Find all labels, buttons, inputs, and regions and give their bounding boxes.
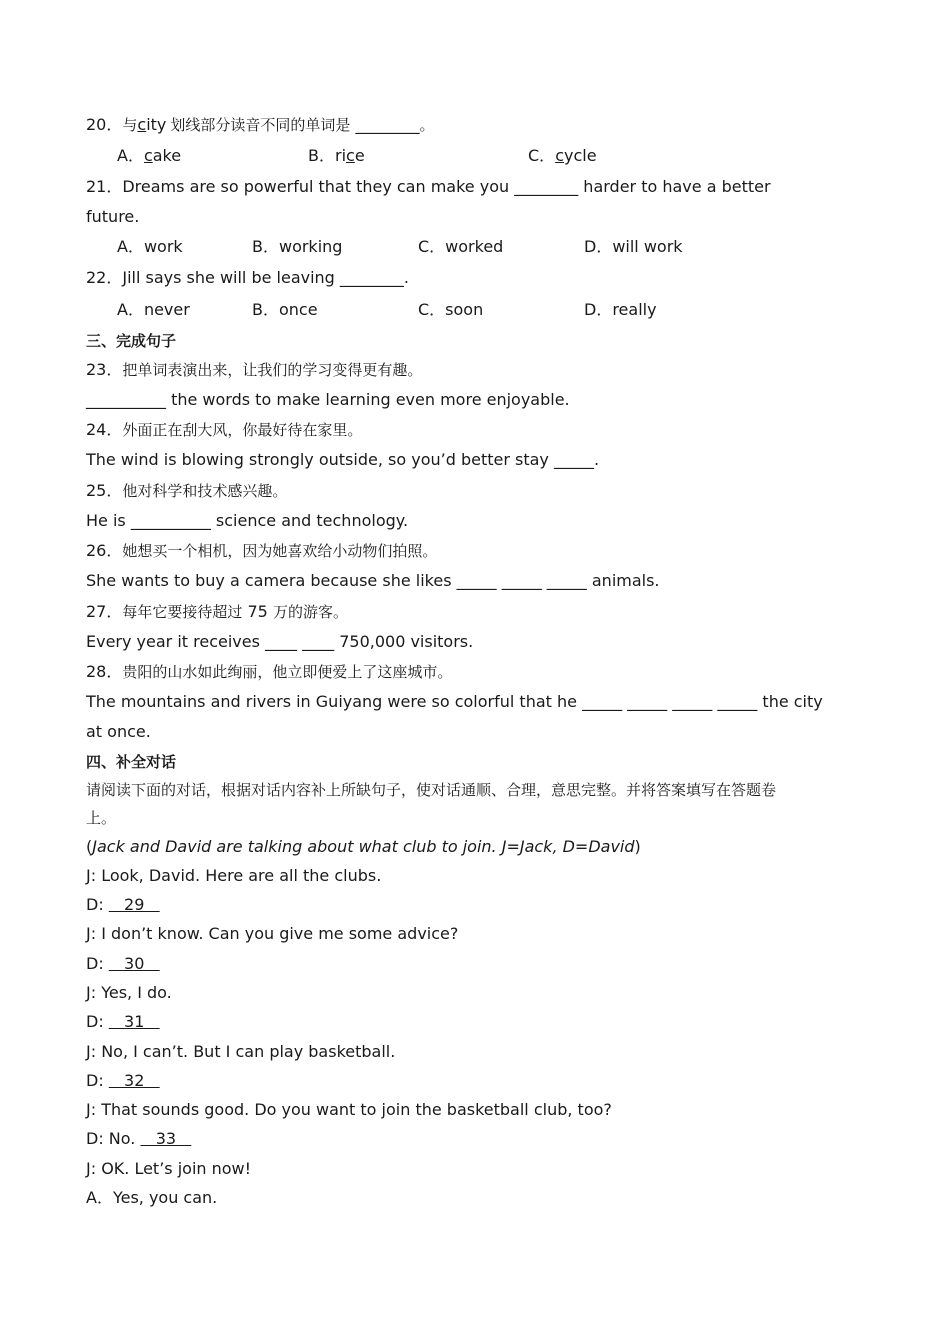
dialogue-line: J: I don’t know. Can you give me some advice? bbox=[86, 924, 459, 943]
option-c: C．cycle bbox=[528, 146, 597, 165]
question-27-prompt: 27．每年它要接待超过 75 万的游客。 bbox=[86, 602, 348, 621]
option-a: A．cake bbox=[117, 146, 182, 165]
option-d: D．really bbox=[584, 300, 657, 319]
question-number: 20． bbox=[86, 115, 123, 134]
dialogue-line: D: 31 bbox=[86, 1012, 160, 1031]
question-text: 与 bbox=[122, 116, 138, 134]
dialogue-line: J: OK. Let’s join now! bbox=[86, 1159, 252, 1178]
option-c: C．worked bbox=[418, 237, 504, 256]
question-22: 22．Jill says she will be leaving ________. bbox=[86, 268, 410, 287]
dialogue-line: J: That sounds good. Do you want to join the basketball club, too? bbox=[86, 1100, 612, 1119]
question-26-prompt: 26．她想买一个相机，因为她喜欢给小动物们拍照。 bbox=[86, 541, 438, 560]
answer-blank: ________ bbox=[355, 115, 420, 134]
option-b: B．working bbox=[252, 237, 343, 256]
dialogue-line: J: Yes, I do. bbox=[86, 983, 172, 1002]
option-d: D．will work bbox=[584, 237, 683, 256]
answer-blank: 31 bbox=[108, 1012, 160, 1031]
answer-option: A．Yes, you can. bbox=[86, 1188, 218, 1207]
answer-blank: 30 bbox=[108, 954, 160, 973]
question-28-sentence-continued: at once. bbox=[86, 722, 151, 741]
option-b: B．once bbox=[252, 300, 318, 319]
punctuation: 。 bbox=[419, 116, 435, 134]
dialogue-line: D: 30 bbox=[86, 954, 160, 973]
dialogue-line: J: Look, David. Here are all the clubs. bbox=[86, 866, 382, 885]
option-c: C．soon bbox=[418, 300, 484, 319]
question-23-prompt: 23．把单词表演出来，让我们的学习变得更有趣。 bbox=[86, 360, 423, 379]
question-27-sentence: Every year it receives ____ ____ 750,000 visitors. bbox=[86, 632, 474, 651]
question-24-sentence: The wind is blowing strongly outside, so you’d better stay _____. bbox=[86, 450, 600, 469]
answer-blank: 32 bbox=[108, 1071, 160, 1090]
answer-blank: 33 bbox=[140, 1129, 192, 1148]
answer-blank: 29 bbox=[108, 895, 160, 914]
question-24-prompt: 24．外面正在刮大风，你最好待在家里。 bbox=[86, 420, 363, 439]
option-a: A．work bbox=[117, 237, 183, 256]
question-21-continued: future. bbox=[86, 207, 140, 226]
option-b: B．rice bbox=[308, 146, 365, 165]
dialogue-line: J: No, I can’t. But I can play basketball. bbox=[86, 1042, 396, 1061]
question-26-sentence: She wants to buy a camera because she likes _____ _____ _____ animals. bbox=[86, 571, 660, 590]
question-21: 21．Dreams are so powerful that they can make you ________ harder to have a better bbox=[86, 177, 771, 196]
dialogue-line: D: 29 bbox=[86, 895, 160, 914]
dialogue-line: D: 32 bbox=[86, 1071, 160, 1090]
section-heading: 三、完成句子 bbox=[86, 332, 177, 350]
option-a: A．never bbox=[117, 300, 190, 319]
question-28-sentence: The mountains and rivers in Guiyang were so colorful that he _____ _____ _____ _____ the city bbox=[86, 692, 823, 711]
dialogue-line: D: No. 33 bbox=[86, 1129, 192, 1148]
section-heading: 四、补全对话 bbox=[86, 753, 177, 771]
question-23-sentence: __________ the words to make learning even more enjoyable. bbox=[86, 390, 570, 409]
instructions-continued: 上。 bbox=[86, 809, 117, 827]
question-20 bbox=[86, 114, 864, 136]
instructions: 请阅读下面的对话，根据对话内容补上所缺句子，使对话通顺、合理，意思完整。并将答案填写在答题卷 bbox=[86, 781, 777, 799]
question-28-prompt: 28．贵阳的山水如此绚丽，他立即便爱上了这座城市。 bbox=[86, 662, 453, 681]
question-25-sentence: He is __________ science and technology. bbox=[86, 511, 409, 530]
question-25-prompt: 25．他对科学和技术感兴趣。 bbox=[86, 481, 288, 500]
target-word: city bbox=[137, 115, 167, 134]
dialogue-context: (Jack and David are talking about what club to join. J=Jack, D=David) bbox=[86, 837, 641, 856]
question-text: 划线部分读音不同的单词是 bbox=[170, 116, 351, 134]
